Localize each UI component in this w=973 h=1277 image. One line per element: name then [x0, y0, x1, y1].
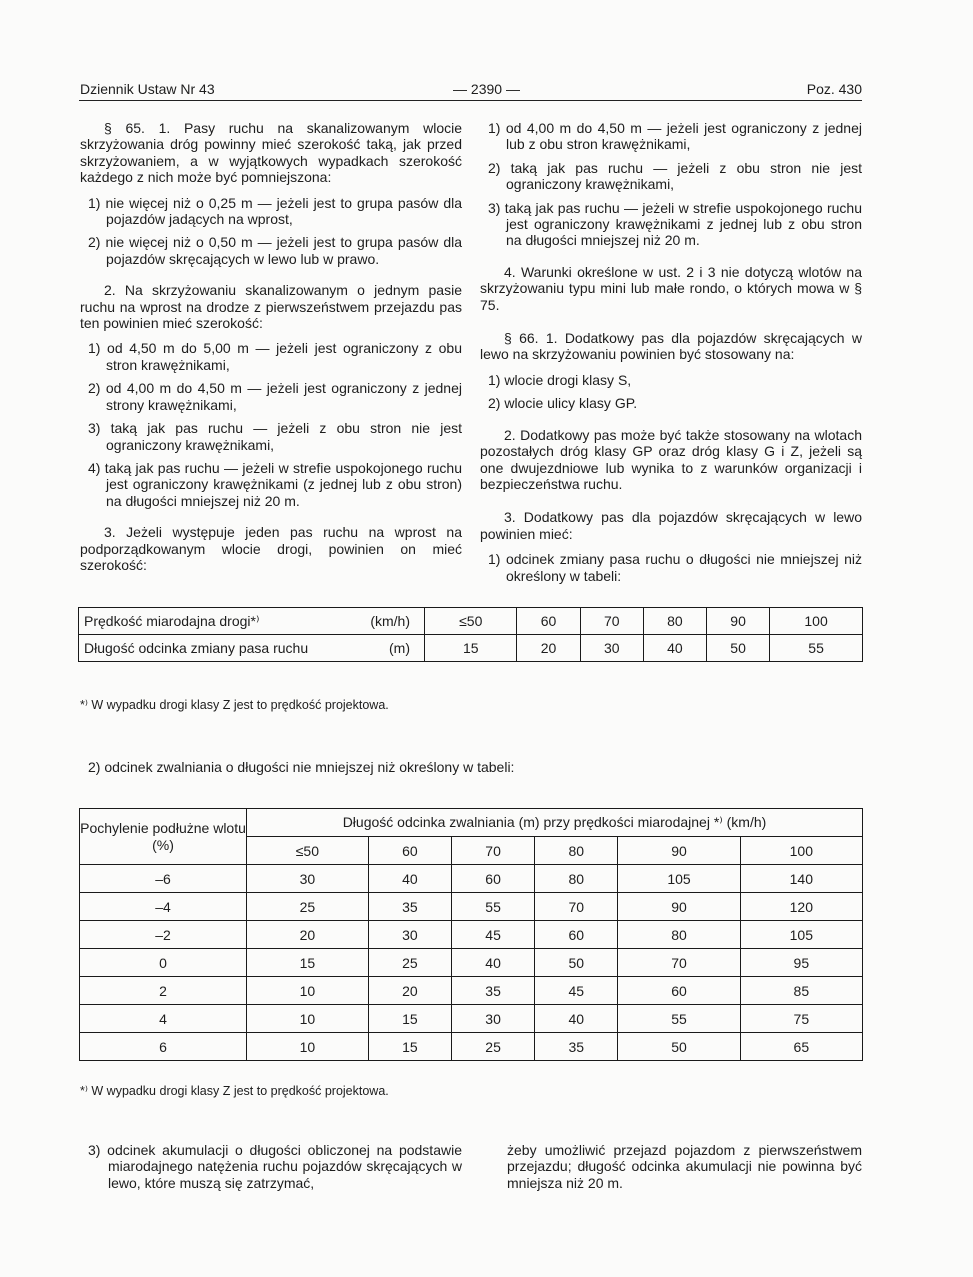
table-cell: 75	[740, 1005, 862, 1033]
table-cell: 30	[451, 1005, 534, 1033]
list-item: 2) od 4,00 m do 4,50 m — jeżeli jest ograniczony z jednej strony krawężnikami,	[88, 380, 462, 413]
list-item: 2) odcinek zwalniania o długości nie mniejszej niż określony w tabeli:	[88, 759, 515, 775]
slope-header: Pochylenie podłużne wlotu (%)	[80, 809, 247, 865]
list-item: 1) odcinek zmiany pasa ruchu o długości nie mniejszej niż określony w tabeli:	[488, 551, 862, 584]
list-item: 3) odcinek akumulacji o długości obliczonej na podstawie miarodajnego natężenia ruchu pojazdów skręcających w lewo, które muszą się zatrzymać,	[88, 1142, 462, 1191]
list-item: 4) taką jak pas ruchu — jeżeli w strefie uspokojonego ruchu jest ograniczony krawężnikami (z jednej lub z obu stron) na długości mniejszej niż 20 m.	[88, 459, 462, 509]
table-cell: 40	[535, 1005, 618, 1033]
table-cell: 30	[368, 921, 451, 949]
table-row	[79, 608, 863, 635]
paragraph-66-3: 3. Dodatkowy pas dla pojazdów skręcających w lewo powinien mieć:	[480, 509, 862, 542]
table-cell: 10	[247, 1005, 369, 1033]
list-item: 3) taką jak pas ruchu — jeżeli w strefie uspokojonego ruchu jest ograniczony krawężnikami z jednej lub z obu stron na długości mniejszej niż 20 m.	[488, 199, 862, 249]
paragraph-65-2: 2. Na skrzyżowaniu skanalizowanym o jednym pasie ruchu na wprost na drodze z pierwszeństwem przejazdu pas ten powinien mieć szerokość:	[80, 282, 462, 332]
slope-cell: 6	[80, 1033, 247, 1061]
table-cell: 70	[580, 608, 643, 635]
speed-header: 80	[535, 837, 618, 865]
table-cell: 140	[740, 865, 862, 893]
paragraph-66-1: § 66. 1. Dodatkowy pas dla pojazdów skręcających w lewo na skrzyżowaniu powinien być stosowany na:	[480, 330, 862, 363]
list-item: 1) od 4,00 m do 4,50 m — jeżeli jest ograniczony z jednej lub z obu stron krawężnikami,	[488, 120, 862, 153]
table-cell: 20	[517, 635, 580, 662]
list-item: 2) taką jak pas ruchu — jeżeli z obu stron nie jest ograniczony krawężnikami,	[488, 159, 862, 193]
table-cell: 70	[618, 949, 740, 977]
paragraph-65-1: § 65. 1. Pasy ruchu na skanalizowanym wlocie skrzyżowania dróg powinny mieć szerokość taką, jak przed skrzyżowaniem, a w wyjątkowych wypadkach szerokość każdego z nich może być pomniejszona:	[80, 120, 462, 186]
list-item: 1) od 4,50 m do 5,00 m — jeżeli jest ograniczony z obu stron krawężnikami,	[88, 340, 462, 373]
table-cell: 15	[368, 1033, 451, 1061]
table-row	[80, 1005, 863, 1033]
deceleration-table	[79, 808, 863, 1061]
table-cell: 45	[451, 921, 534, 949]
table-cell: 85	[740, 977, 862, 1005]
paragraph-65-4: 4. Warunki określone w ust. 2 i 3 nie dotyczą wlotów na skrzyżowaniu typu mini lub małe rondo, o których mowa w § 75.	[480, 263, 862, 313]
table-cell: 120	[740, 893, 862, 921]
lane-change-table	[78, 607, 863, 662]
slope-cell: 4	[80, 1005, 247, 1033]
table-cell: 25	[451, 1033, 534, 1061]
left-column	[80, 120, 462, 582]
list-item: 1) wlocie drogi klasy S,	[488, 371, 632, 388]
table-cell: 50	[618, 1033, 740, 1061]
span-header: Długość odcinka zwalniania (m) przy prędkości miarodajnej *⁾ (km/h)	[247, 809, 863, 837]
continuation-text: żeby umożliwić przejazd pojazdom z pierwszeństwem przejazdu; długość odcinka akumulacji nie powinna być mniejsza niż 20 m.	[507, 1142, 862, 1191]
paragraph-66-2: 2. Dodatkowy pas może być także stosowany na wlotach pozostałych dróg klasy GP oraz dróg klasy G i Z, jeżeli są one dwujezdniowe lub wynika to z warunków organizacji i bezpieczeństwa ruchu.	[480, 426, 862, 492]
table-cell: ≤50	[425, 608, 517, 635]
table-cell: 10	[247, 1033, 369, 1061]
table-cell: 25	[247, 893, 369, 921]
list-item: 1) nie więcej niż o 0,25 m — jeżeli jest to grupa pasów dla pojazdów jadących na wprost,	[88, 194, 462, 228]
slope-cell: –2	[80, 921, 247, 949]
row-label: Długość odcinka zmiany pasa ruchu	[84, 640, 309, 656]
table-cell	[79, 635, 425, 662]
table-cell: 30	[580, 635, 643, 662]
table-cell: 15	[247, 949, 369, 977]
table-row	[80, 865, 863, 893]
table-cell: 105	[618, 865, 740, 893]
table-cell: 50	[535, 949, 618, 977]
table-cell: 35	[368, 893, 451, 921]
table-cell: 100	[770, 608, 863, 635]
table-row	[80, 921, 863, 949]
table-cell: 95	[740, 949, 862, 977]
list-item: 3) taką jak pas ruchu — jeżeli z obu stron nie jest ograniczony krawężnikami,	[88, 420, 462, 453]
right-column	[480, 120, 862, 591]
footnote: *⁾ W wypadku drogi klasy Z jest to prędkość projektowa.	[80, 1084, 389, 1098]
table-cell: 45	[535, 977, 618, 1005]
header-rule	[79, 100, 862, 101]
journal-title: Dziennik Ustaw Nr 43	[80, 81, 215, 97]
table-cell: 55	[451, 893, 534, 921]
table-cell: 60	[535, 921, 618, 949]
table-cell: 35	[451, 977, 534, 1005]
table-cell: 15	[368, 1005, 451, 1033]
table-cell: 90	[618, 893, 740, 921]
paragraph-65-3: 3. Jeżeli występuje jeden pas ruchu na wprost na podporządkowanym wlocie drogi, powinien on mieć szerokość:	[80, 524, 462, 573]
table-cell: 60	[451, 865, 534, 893]
table-cell	[79, 608, 425, 635]
table-cell: 55	[618, 1005, 740, 1033]
row-label: Prędkość miarodajna drogi*⁾	[84, 612, 260, 629]
speed-header: ≤50	[247, 837, 369, 865]
table-cell: 50	[706, 635, 769, 662]
table-cell: 20	[368, 977, 451, 1005]
slope-cell: 0	[80, 949, 247, 977]
slope-cell: –4	[80, 893, 247, 921]
table-cell: 55	[770, 635, 863, 662]
speed-header: 70	[451, 837, 534, 865]
table-cell: 20	[247, 921, 369, 949]
position-number: Poz. 430	[806, 81, 862, 97]
page-number: — 2390 —	[453, 81, 520, 97]
row-unit: (km/h)	[370, 612, 410, 629]
list-item: 2) wlocie ulicy klasy GP.	[488, 395, 638, 412]
table-cell: 40	[451, 949, 534, 977]
table-row	[79, 635, 863, 662]
table-cell: 90	[706, 608, 769, 635]
footnote: *⁾ W wypadku drogi klasy Z jest to prędkość projektowa.	[80, 698, 389, 712]
table-row	[80, 949, 863, 977]
slope-cell: 2	[80, 977, 247, 1005]
table-cell: 105	[740, 921, 862, 949]
speed-header: 100	[740, 837, 862, 865]
table-cell: 70	[535, 893, 618, 921]
table-header-row	[80, 809, 863, 837]
table-cell: 80	[535, 865, 618, 893]
table-cell: 65	[740, 1033, 862, 1061]
table-cell: 15	[425, 635, 517, 662]
table-cell: 30	[247, 865, 369, 893]
table-row	[80, 893, 863, 921]
list-item: 2) nie więcej niż o 0,50 m — jeżeli jest to grupa pasów dla pojazdów skręcających w lewo lub w prawo.	[88, 234, 462, 267]
row-unit: (m)	[389, 640, 410, 656]
table-cell: 10	[247, 977, 369, 1005]
table-cell: 40	[368, 865, 451, 893]
table-cell: 40	[643, 635, 706, 662]
table-cell: 60	[618, 977, 740, 1005]
table-cell: 25	[368, 949, 451, 977]
table-cell: 60	[517, 608, 580, 635]
table-cell: 80	[618, 921, 740, 949]
table-cell: 35	[535, 1033, 618, 1061]
table-row	[80, 1033, 863, 1061]
table-row	[80, 977, 863, 1005]
speed-header: 90	[618, 837, 740, 865]
table-cell: 80	[643, 608, 706, 635]
slope-cell: –6	[80, 865, 247, 893]
speed-header: 60	[368, 837, 451, 865]
